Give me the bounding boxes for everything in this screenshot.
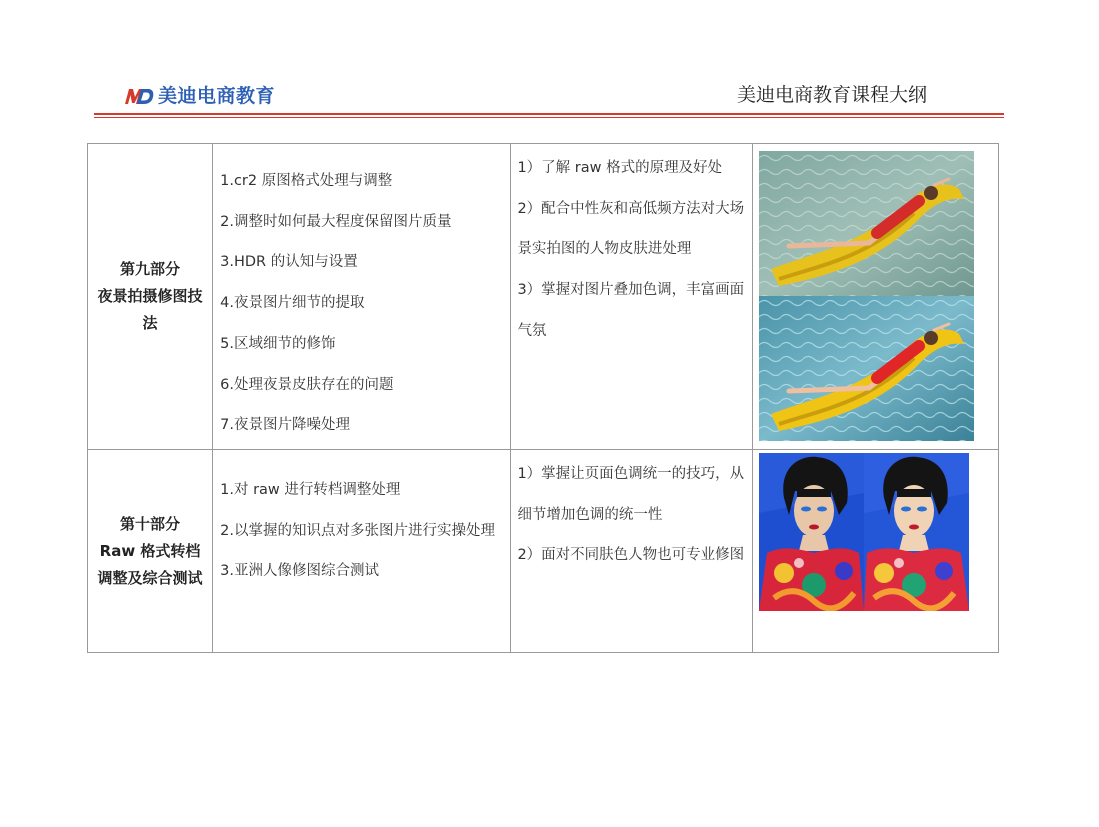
topic-item: 4.夜景图片细节的提取	[220, 295, 365, 312]
portrait-right	[864, 453, 969, 611]
topic-item: 6.处理夜景皮肤存在的问题	[220, 376, 394, 393]
topic-item: 1.cr2 原图格式处理与调整	[220, 173, 393, 189]
goal-item: 1）掌握让页面色调统一的技巧，从细节增加色调的统一性	[517, 466, 745, 523]
pool-float-photo-icon	[759, 296, 974, 441]
table-row	[88, 450, 999, 653]
pool-float-photo-icon	[759, 151, 974, 296]
topic-item: 2.调整时如何最大程度保留图片质量	[220, 213, 452, 230]
brand-logo	[124, 85, 275, 107]
document-title: 美迪电商教育课程大纲	[736, 84, 927, 106]
header-divider	[94, 113, 1004, 115]
topic-item: 7.夜景图片降噪处理	[220, 417, 350, 434]
topic-item: 1.对 raw 进行转档调整处理	[220, 482, 401, 498]
topic-item: 3.亚洲人像修图综合测试	[220, 563, 379, 580]
goal-item: 2）配合中性灰和高低频方法对大场景实拍图的人物皮肤进处理	[517, 200, 745, 258]
section-title-line: 第十部分	[120, 514, 181, 533]
goals-cell	[511, 450, 752, 653]
table-row	[88, 144, 999, 450]
topic-item: 5.区域细节的修饰	[220, 335, 336, 352]
topic-item: 3.HDR 的认知与设置	[220, 254, 358, 271]
goals-cell	[511, 144, 752, 450]
goal-item: 1）了解 raw 格式的原理及好处	[517, 160, 723, 176]
section-title-line: 调整及综合测试	[97, 568, 203, 587]
section-title-line: 夜景拍摄修图技	[97, 287, 203, 305]
section-title-cell	[88, 144, 213, 450]
image-cell	[752, 450, 998, 653]
topics-cell	[213, 144, 511, 450]
section-title-line: 法	[142, 314, 158, 332]
goal-item: 3）掌握对图片叠加色调，丰富画面气氛	[517, 282, 745, 339]
md-logo-icon	[124, 86, 154, 106]
section-title-line: 第九部分	[120, 260, 181, 278]
syllabus-table	[87, 143, 999, 653]
portrait-photo-icon	[759, 453, 969, 611]
image-cell	[752, 144, 998, 450]
logo-text: 美迪电商教育	[158, 84, 276, 107]
section-title-cell	[88, 450, 213, 653]
portrait-left	[759, 453, 864, 611]
goal-item: 2）面对不同肤色人物也可专业修图	[517, 547, 745, 564]
topic-item: 2.以掌握的知识点对多张图片进行实操处理	[220, 522, 495, 539]
section-title-line: Raw 格式转档	[99, 541, 201, 560]
header-divider-thin	[94, 117, 1004, 118]
topics-cell	[213, 450, 511, 653]
